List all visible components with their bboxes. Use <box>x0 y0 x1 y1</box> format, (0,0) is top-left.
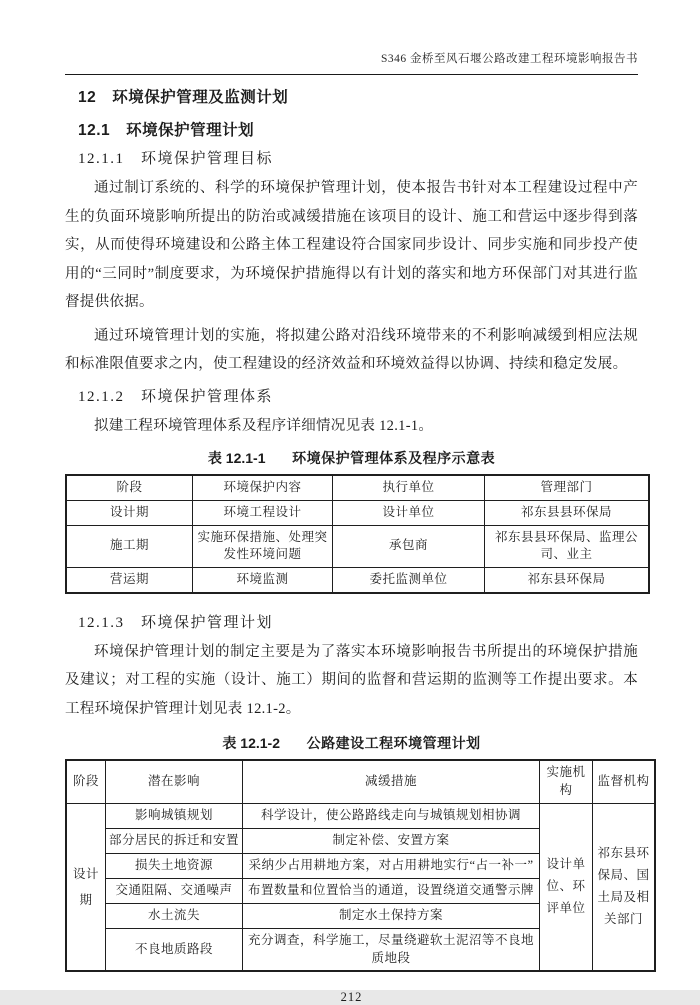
table1-caption <box>65 449 638 467</box>
cell-stage: 营运期 <box>66 568 193 593</box>
heading-12-1-3: 12.1.3 环境保护管理计划 <box>78 614 274 631</box>
cell-supervising-org: 祁东县环保局、国土局及相关部门 <box>593 803 656 971</box>
cell-impact: 不良地质路段 <box>106 928 243 971</box>
cell-measure: 科学设计，使公路路线走向与城镇规划相协调 <box>243 803 540 828</box>
cell-impact: 损失土地资源 <box>106 853 243 878</box>
cell-content: 环境工程设计 <box>193 500 333 525</box>
table2-header-supervising-org: 监督机构 <box>593 760 656 803</box>
cell-stage: 设计期 <box>66 500 193 525</box>
cell-impact: 交通阻隔、交通噪声 <box>106 878 243 903</box>
table2-row <box>66 803 655 828</box>
heading-12-1-1: 12.1.1 环境保护管理目标 <box>78 151 274 167</box>
header-rule <box>65 74 638 75</box>
heading-12-1: 12.1 环境保护管理计划 <box>78 122 255 139</box>
table1-row-operation <box>66 568 649 593</box>
table1-caption-title: 环境保护管理体系及程序示意表 <box>292 450 496 466</box>
table2-header-implementing-org: 实施机构 <box>540 760 593 803</box>
cell-measure: 采纳少占用耕地方案，对占用耕地实行“占一补一” <box>243 853 540 878</box>
table2-header-row <box>66 760 655 803</box>
cell-measure: 制定补偿、安置方案 <box>243 828 540 853</box>
table2-caption <box>65 734 638 752</box>
cell-implementing-org: 设计单位、环评单位 <box>540 803 593 971</box>
cell-department: 祁东县县环保局、监理公司、业主 <box>485 525 650 568</box>
paragraph-management-plan: 环境保护管理计划的制定主要是为了落实本环境影响报告书所提出的环境保护措施及建议；对工程的实施（设计、施工）期间的监督和营运期的监测等工作提出要求。本工程环境保护管理计划见表 12.1-2。 <box>65 643 638 717</box>
table1-row-design <box>66 500 649 525</box>
paragraph-implementation: 通过环境管理计划的实施，将拟建公路对沿线环境带来的不利影响减缓到相应法规和标准限值要求之内，使工程建设的经济效益和环境效益得以协调、持续和稳定发展。 <box>65 327 638 372</box>
heading-12-1-2: 12.1.2 环境保护管理体系 <box>78 388 274 405</box>
table1-header-executor: 执行单位 <box>333 475 485 500</box>
table-management-system <box>65 474 650 594</box>
cell-measure: 布置数量和位置恰当的通道，设置绕道交通警示牌 <box>243 878 540 903</box>
table2-header-stage: 阶段 <box>66 760 106 803</box>
cell-executor: 委托监测单位 <box>333 568 485 593</box>
cell-department: 祁东县环保局 <box>485 568 650 593</box>
cell-content: 环境监测 <box>193 568 333 593</box>
table2-caption-label: 表 12.1-2 <box>222 735 280 752</box>
table2-caption-title: 公路建设工程环境管理计划 <box>306 735 481 752</box>
table1-caption-label: 表 12.1-1 <box>207 450 266 466</box>
table1-header-stage: 阶段 <box>66 475 193 500</box>
table1-header-content: 环境保护内容 <box>193 475 333 500</box>
heading-12: 12 环境保护管理及监测计划 <box>78 89 289 106</box>
page-number: 212 <box>340 990 363 1005</box>
cell-impact: 部分居民的拆迁和安置 <box>106 828 243 853</box>
cell-impact: 水土流失 <box>106 903 243 928</box>
table1-header-department: 管理部门 <box>485 475 650 500</box>
paragraph-system-reference: 拟建工程环境管理体系及程序详细情况见表 12.1-1。 <box>94 417 434 434</box>
cell-stage-design-period: 设计期 <box>66 803 106 971</box>
cell-executor: 设计单位 <box>333 500 485 525</box>
table1-header-row <box>66 475 649 500</box>
cell-measure: 制定水土保持方案 <box>243 903 540 928</box>
cell-department: 祁东县县环保局 <box>485 500 650 525</box>
cell-executor: 承包商 <box>333 525 485 568</box>
table2-header-impact: 潜在影响 <box>106 760 243 803</box>
cell-content: 实施环保措施、处理突发性环境问题 <box>193 525 333 568</box>
cell-stage: 施工期 <box>66 525 193 568</box>
running-header: S346 金桥至风石堰公路改建工程环境影响报告书 <box>380 53 638 65</box>
cell-impact: 影响城镇规划 <box>106 803 243 828</box>
cell-measure: 充分调查，科学施工，尽量绕避软土泥沼等不良地质地段 <box>243 928 540 971</box>
table1-row-construction <box>66 525 649 568</box>
table-environment-management-plan <box>65 759 656 972</box>
table2-header-measures: 减缓措施 <box>243 760 540 803</box>
paragraph-management-goal: 通过制订系统的、科学的环境保护管理计划，使本报告书针对本工程建设过程中产生的负面环境影响所提出的防治或减缓措施在该项目的设计、施工和营运中逐步得到落实，从而使得环境建设和公路主体工程建设符合国家同步设计、同步实施和同步投产使用的“三同时”制度要求，为环境保护措施得以有计划的落实和地方环保部门对其进行监督提供依据。 <box>65 180 638 310</box>
